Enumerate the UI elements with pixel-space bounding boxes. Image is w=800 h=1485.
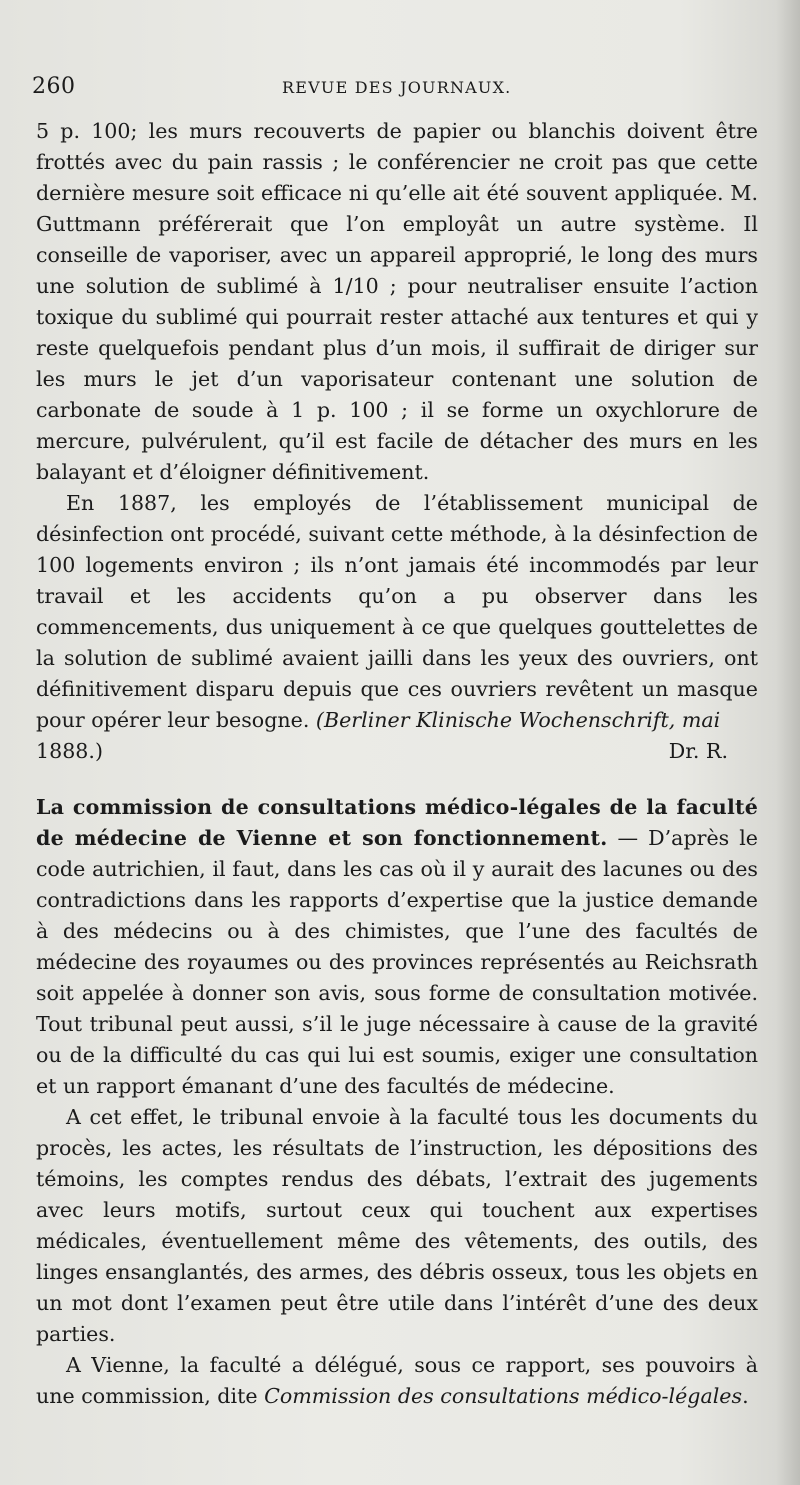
- author-signature: Dr. R.: [668, 739, 728, 763]
- citation-signature-row: [36, 736, 758, 767]
- article-paragraph-documents: A cet effet, le tribunal envoie à la faculté tous les documents du procès, les actes, les résultats de l’instruction, les dépositions des témoins, les comptes rendus des débats, l’extrait des jugements avec leurs motifs, surtout ceux qui touchent aux expertises médicales, éventuellement même des vêtements, des outils, des linges ensanglantés, des armes, des débris osseux, tous les objets en un mot dont l’examen peut être utile dans l’intérêt d’une des deux parties.: [36, 1105, 758, 1346]
- page-header: [32, 74, 752, 104]
- paragraph-disinfection-text: En 1887, les employés de l’établissement municipal de désinfection ont procédé, suivant cette méthode, à la désinfection de 100 logements environ ; ils n’ont jamais été incommodés par leur travail et les accidents qu’on a pu observer dans les commencements, dus uniquement à ce que quelques gouttelettes de la solution de sublimé avaient jailli dans les yeux des ouvriers, ont définitivement disparu depuis que ces ouvriers revêtent un masque pour opérer leur besogne.: [36, 491, 758, 732]
- page-number: 260: [32, 74, 76, 99]
- journal-citation: (Berliner Klinische Wochenschrift, mai: [315, 708, 721, 732]
- running-title: REVUE DES JOURNAUX.: [282, 78, 512, 97]
- commission-name: Commission des consultations médico-légales: [264, 1384, 743, 1408]
- heading-dash: —: [607, 826, 649, 850]
- commission-period: .: [742, 1384, 749, 1408]
- paragraph-disinfection-results: [36, 488, 758, 736]
- article-heading: La commission de consultations médico-légales de la faculté de médecine de Vienne et son fonctionnement.: [36, 795, 758, 850]
- article-lead-paragraph: [36, 792, 758, 1102]
- citation-year: 1888.): [36, 739, 103, 763]
- paragraph-continuation: 5 p. 100; les murs recouverts de papier ou blanchis doivent être frottés avec du pain rassis ; le conférencier ne croit pas que cette dernière mesure soit efficace ni qu’elle ait été souvent appliquée. M. Guttmann préférerait que l’on employât un autre système. Il conseille de vaporiser, avec un appareil approprié, le long des murs une solution de sublimé à 1/10 ; pour neutraliser ensuite l’action toxique du sublimé qui pourrait rester attaché aux tentures et qui y reste quelquefois pendant plus d’un mois, il suffirait de diriger sur les murs le jet d’un vaporisateur contenant une solution de carbonate de soude à 1 p. 100 ; il se forme un oxychlorure de mercure, pulvérulent, qu’il est facile de détacher des murs en les balayant et d’éloigner définitivement.: [36, 119, 758, 484]
- article-vienna-commission: [36, 792, 758, 1412]
- page-body: [36, 116, 758, 1412]
- article-paragraph-code: D’après le code autrichien, il faut, dans les cas où il y aurait des lacunes ou des contradictions dans les rapports d’expertise que la justice demande à des médecins ou à des chimistes, que l’une des facultés de médecine des royaumes ou des provinces représentés au Reichsrath soit appelée à donner son avis, sous forme de consultation motivée. Tout tribunal peut aussi, s’il le juge nécessaire à cause de la gravité ou de la difficulté du cas qui lui est soumis, exiger une consultation et un rapport émanant d’une des facultés de médecine.: [36, 826, 758, 1098]
- article-paragraph-commission: [36, 1350, 758, 1412]
- commission-text: A Vienne, la faculté a délégué, sous ce rapport, ses pouvoirs à une commission, dite: [36, 1353, 758, 1408]
